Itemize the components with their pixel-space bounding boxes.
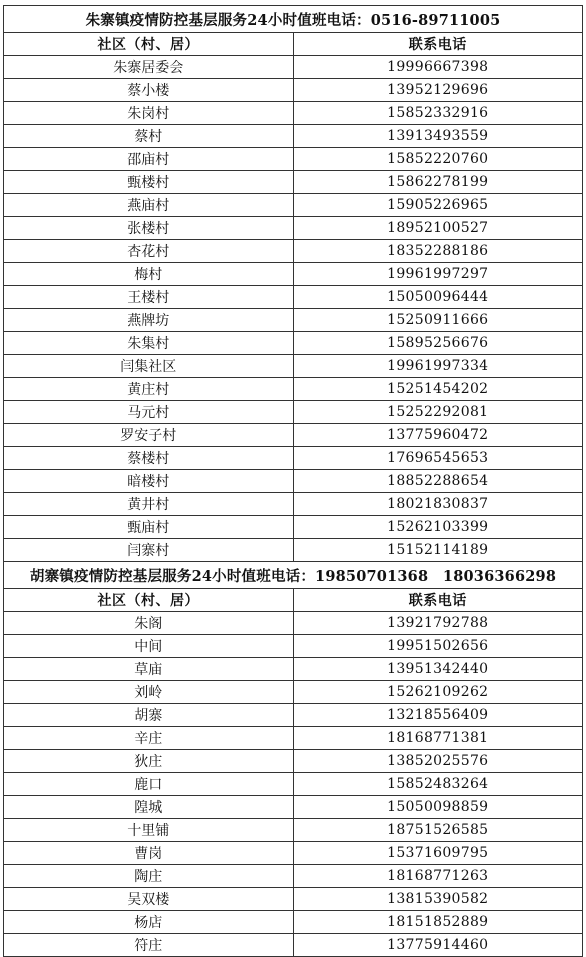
community-name: 燕牌坊 bbox=[4, 309, 294, 332]
phone-number: 13952129696 bbox=[293, 79, 583, 102]
column-header-community: 社区（村、居） bbox=[4, 33, 294, 56]
table-row bbox=[4, 332, 583, 355]
huzhai-title-row bbox=[4, 562, 583, 589]
zhuzhai-title: 朱寨镇疫情防控基层服务24小时值班电话：0516-89711005 bbox=[4, 6, 583, 33]
community-name: 十里铺 bbox=[4, 819, 294, 842]
phone-number: 18852288654 bbox=[293, 470, 583, 493]
phone-number: 13815390582 bbox=[293, 888, 583, 911]
phone-number: 13913493559 bbox=[293, 125, 583, 148]
table-row bbox=[4, 773, 583, 796]
phone-number: 19951502656 bbox=[293, 635, 583, 658]
table-row bbox=[4, 309, 583, 332]
table-row bbox=[4, 194, 583, 217]
community-name: 狄庄 bbox=[4, 750, 294, 773]
table-row bbox=[4, 240, 583, 263]
phone-number: 15862278199 bbox=[293, 171, 583, 194]
phone-number: 18021830837 bbox=[293, 493, 583, 516]
table-row bbox=[4, 681, 583, 704]
table-row bbox=[4, 378, 583, 401]
contact-sheet bbox=[3, 5, 583, 957]
phone-number: 18352288186 bbox=[293, 240, 583, 263]
phone-number: 15050098859 bbox=[293, 796, 583, 819]
table-row bbox=[4, 612, 583, 635]
huzhai-header-row bbox=[4, 589, 583, 612]
table-row bbox=[4, 148, 583, 171]
phone-number: 13775914460 bbox=[293, 934, 583, 957]
table-row bbox=[4, 470, 583, 493]
table-row bbox=[4, 56, 583, 79]
community-name: 蔡小楼 bbox=[4, 79, 294, 102]
community-name: 朱集村 bbox=[4, 332, 294, 355]
phone-number: 15250911666 bbox=[293, 309, 583, 332]
table-row bbox=[4, 911, 583, 934]
phone-number: 15852220760 bbox=[293, 148, 583, 171]
table-row bbox=[4, 750, 583, 773]
table-row bbox=[4, 704, 583, 727]
table-row bbox=[4, 635, 583, 658]
phone-number: 19996667398 bbox=[293, 56, 583, 79]
community-name: 梅村 bbox=[4, 263, 294, 286]
zhuzhai-header-row bbox=[4, 33, 583, 56]
community-name: 暗楼村 bbox=[4, 470, 294, 493]
community-name: 刘岭 bbox=[4, 681, 294, 704]
community-name: 张楼村 bbox=[4, 217, 294, 240]
phone-number: 13775960472 bbox=[293, 424, 583, 447]
table-row bbox=[4, 934, 583, 957]
phone-number: 15251454202 bbox=[293, 378, 583, 401]
table-row bbox=[4, 263, 583, 286]
table-row bbox=[4, 102, 583, 125]
phone-number: 15895256676 bbox=[293, 332, 583, 355]
phone-number: 13218556409 bbox=[293, 704, 583, 727]
community-name: 草庙 bbox=[4, 658, 294, 681]
phone-number: 19961997297 bbox=[293, 263, 583, 286]
community-name: 燕庙村 bbox=[4, 194, 294, 217]
huzhai-title: 胡寨镇疫情防控基层服务24小时值班电话：19850701368 18036366298 bbox=[4, 562, 583, 589]
phone-number: 18751526585 bbox=[293, 819, 583, 842]
community-name: 杨店 bbox=[4, 911, 294, 934]
zhuzhai-title-row bbox=[4, 6, 583, 33]
table-row bbox=[4, 171, 583, 194]
community-name: 隍城 bbox=[4, 796, 294, 819]
table-row bbox=[4, 79, 583, 102]
table-row bbox=[4, 217, 583, 240]
phone-number: 15152114189 bbox=[293, 539, 583, 562]
phone-number: 15852332916 bbox=[293, 102, 583, 125]
phone-number: 13921792788 bbox=[293, 612, 583, 635]
table-row bbox=[4, 819, 583, 842]
community-name: 胡寨 bbox=[4, 704, 294, 727]
phone-number: 18168771381 bbox=[293, 727, 583, 750]
phone-number: 15262103399 bbox=[293, 516, 583, 539]
table-row bbox=[4, 865, 583, 888]
community-name: 马元村 bbox=[4, 401, 294, 424]
table-row bbox=[4, 727, 583, 750]
phone-number: 15262109262 bbox=[293, 681, 583, 704]
table-row bbox=[4, 888, 583, 911]
table-row bbox=[4, 842, 583, 865]
table-row bbox=[4, 424, 583, 447]
community-name: 曹岗 bbox=[4, 842, 294, 865]
community-name: 黄井村 bbox=[4, 493, 294, 516]
phone-number: 15252292081 bbox=[293, 401, 583, 424]
phone-number: 17696545653 bbox=[293, 447, 583, 470]
table-row bbox=[4, 125, 583, 148]
community-name: 王楼村 bbox=[4, 286, 294, 309]
table-row bbox=[4, 355, 583, 378]
community-name: 鹿口 bbox=[4, 773, 294, 796]
community-name: 蔡楼村 bbox=[4, 447, 294, 470]
phone-number: 19961997334 bbox=[293, 355, 583, 378]
community-name: 朱阁 bbox=[4, 612, 294, 635]
phone-number: 15852483264 bbox=[293, 773, 583, 796]
phone-number: 15371609795 bbox=[293, 842, 583, 865]
community-name: 邵庙村 bbox=[4, 148, 294, 171]
table-row bbox=[4, 658, 583, 681]
column-header-phone: 联系电话 bbox=[293, 33, 583, 56]
phone-number: 18168771263 bbox=[293, 865, 583, 888]
community-name: 甄楼村 bbox=[4, 171, 294, 194]
community-name: 吴双楼 bbox=[4, 888, 294, 911]
table-row bbox=[4, 447, 583, 470]
table-row bbox=[4, 516, 583, 539]
community-name: 陶庄 bbox=[4, 865, 294, 888]
community-name: 罗安子村 bbox=[4, 424, 294, 447]
zhuzhai-table bbox=[3, 5, 583, 957]
table-row bbox=[4, 539, 583, 562]
column-header-phone: 联系电话 bbox=[293, 589, 583, 612]
community-name: 杏花村 bbox=[4, 240, 294, 263]
phone-number: 13951342440 bbox=[293, 658, 583, 681]
phone-number: 18952100527 bbox=[293, 217, 583, 240]
community-name: 闫寨村 bbox=[4, 539, 294, 562]
community-name: 黄庄村 bbox=[4, 378, 294, 401]
table-row bbox=[4, 493, 583, 516]
phone-number: 15905226965 bbox=[293, 194, 583, 217]
community-name: 甄庙村 bbox=[4, 516, 294, 539]
community-name: 蔡村 bbox=[4, 125, 294, 148]
community-name: 辛庄 bbox=[4, 727, 294, 750]
community-name: 朱岗村 bbox=[4, 102, 294, 125]
community-name: 闫集社区 bbox=[4, 355, 294, 378]
phone-number: 13852025576 bbox=[293, 750, 583, 773]
table-row bbox=[4, 796, 583, 819]
table-row bbox=[4, 286, 583, 309]
community-name: 中间 bbox=[4, 635, 294, 658]
phone-number: 15050096444 bbox=[293, 286, 583, 309]
phone-number: 18151852889 bbox=[293, 911, 583, 934]
community-name: 符庄 bbox=[4, 934, 294, 957]
community-name: 朱寨居委会 bbox=[4, 56, 294, 79]
table-row bbox=[4, 401, 583, 424]
column-header-community: 社区（村、居） bbox=[4, 589, 294, 612]
